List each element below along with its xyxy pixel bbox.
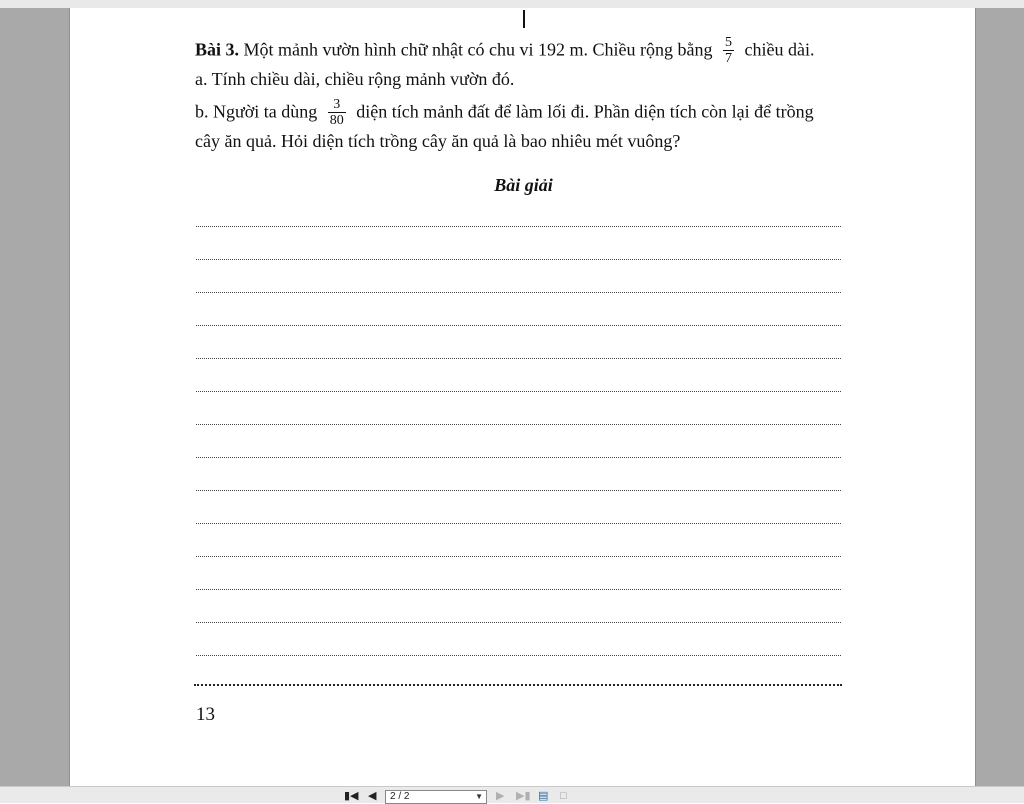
problem-line-1 [195, 36, 814, 67]
answer-line [196, 226, 841, 227]
answer-line [196, 523, 841, 524]
problem-text-3a: b. Người ta dùng [195, 101, 318, 122]
fraction-denominator: 7 [724, 51, 732, 66]
answer-line [196, 391, 841, 392]
answer-line [196, 655, 841, 656]
problem-title: Bài 3. [195, 39, 240, 60]
top-strip [0, 0, 1024, 8]
answer-lines [196, 226, 841, 688]
previous-page-icon[interactable]: ◀ [368, 790, 377, 802]
problem-line-2: a. Tính chiều dài, chiều rộng mảnh vườn đó. [195, 69, 515, 89]
answer-line [196, 589, 841, 590]
answer-line [196, 358, 841, 359]
text-cursor [523, 10, 525, 28]
fraction-3-80 [328, 97, 346, 128]
fraction-5-7 [723, 35, 734, 66]
document-page [69, 8, 976, 802]
answer-line [196, 457, 841, 458]
last-page-icon[interactable]: ▶▮ [516, 790, 531, 802]
solution-heading: Bài giải [494, 175, 553, 195]
answer-line [196, 622, 841, 623]
page-number: 13 [196, 704, 215, 725]
problem-text-1a: Một mảnh vườn hình chữ nhật có chu vi 192 m. Chiều rộng bằng [243, 39, 713, 60]
problem-line-3 [195, 98, 814, 129]
problem-line-4: cây ăn quả. Hỏi diện tích trồng cây ăn quả là bao nhiêu mét vuông? [195, 131, 681, 151]
fraction-numerator: 3 [328, 97, 346, 113]
problem-text-1b: chiều dài. [744, 39, 815, 60]
fraction-numerator: 5 [724, 35, 732, 50]
answer-line [196, 292, 841, 293]
first-page-icon[interactable]: ▮◀ [344, 790, 359, 802]
answer-line [196, 556, 841, 557]
answer-line-final [194, 684, 842, 686]
answer-line [196, 424, 841, 425]
navigation-toolbar [0, 786, 1024, 803]
page-layout-icon[interactable]: ▤ [538, 790, 549, 802]
answer-line [196, 325, 841, 326]
fit-page-icon[interactable]: □ [560, 790, 567, 802]
page-indicator: 2 / 2 [390, 791, 410, 802]
problem-text-3b: diện tích mảnh đất để làm lối đi. Phần diện tích còn lại để trồng [356, 101, 814, 122]
fraction-denominator: 80 [329, 113, 344, 128]
answer-line [196, 490, 841, 491]
next-page-icon[interactable]: ▶ [496, 790, 505, 802]
answer-line [196, 259, 841, 260]
chevron-down-icon: ▼ [475, 792, 483, 801]
